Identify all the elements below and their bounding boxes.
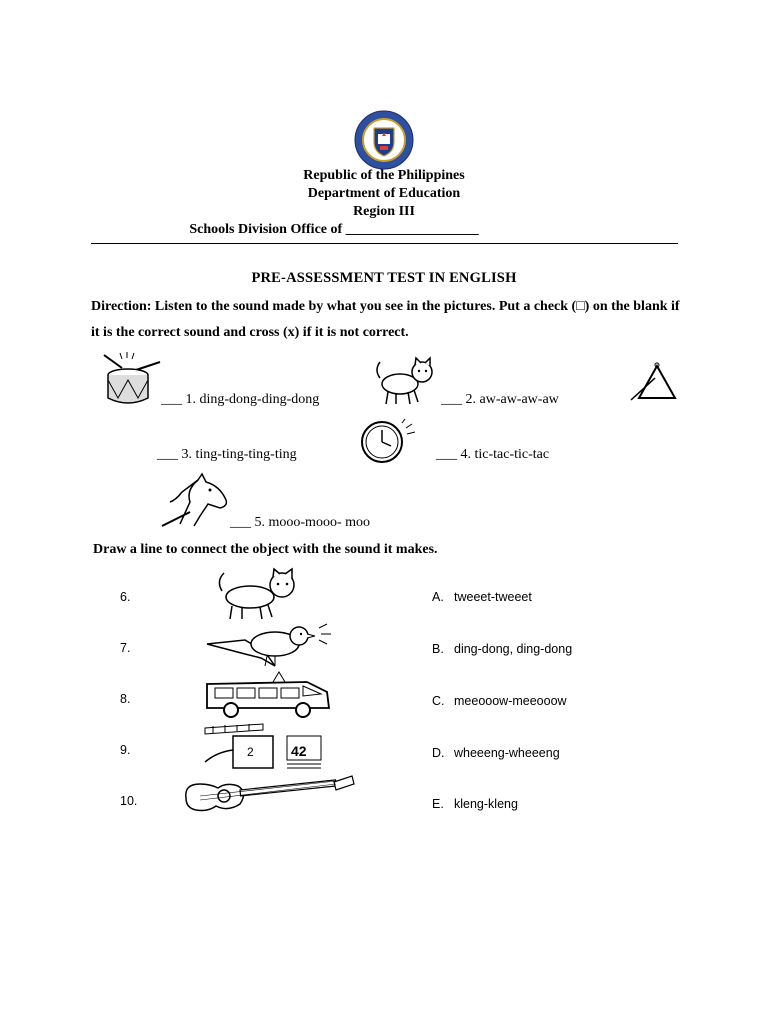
jeepney-icon xyxy=(203,670,333,720)
item-1-text: ___ 1. ding-dong-ding-dong xyxy=(161,392,320,407)
cat-icon xyxy=(214,567,306,623)
match-number-10: 10. xyxy=(120,794,138,808)
choice-a-letter: A. xyxy=(432,590,444,604)
item-4-text: ___ 4. tic-tac-tic-tac xyxy=(436,447,550,462)
deped-seal-logo xyxy=(354,110,414,170)
header-department: Department of Education xyxy=(307,186,461,201)
choice-c-text: meeooow-meeooow xyxy=(454,694,567,708)
match-number-6: 6. xyxy=(120,590,131,604)
choice-c xyxy=(432,694,567,708)
choice-d-text: wheeeng-wheeeng xyxy=(454,746,560,760)
header-region: Region III xyxy=(353,204,415,219)
bird-icon xyxy=(205,622,335,668)
choice-b-letter: B. xyxy=(432,642,444,656)
header-division-office: Schools Division Office of ___________________ xyxy=(189,222,479,237)
item-2-text: ___ 2. aw-aw-aw-aw xyxy=(441,392,559,407)
svg-text:2: 2 xyxy=(247,745,254,759)
choice-d xyxy=(432,746,560,760)
cat-icon xyxy=(372,356,440,408)
match-number-7: 7. xyxy=(120,641,131,655)
choice-a-text: tweeet-tweeet xyxy=(454,590,532,604)
choice-e-text: kleng-kleng xyxy=(454,797,518,811)
choice-d-letter: D. xyxy=(432,746,445,760)
header-divider xyxy=(91,243,678,244)
drum-icon xyxy=(92,350,162,410)
horse-icon xyxy=(160,472,232,528)
triangle-icon xyxy=(627,362,679,404)
match-number-9: 9. xyxy=(120,743,131,757)
choice-e xyxy=(432,797,518,811)
choice-a xyxy=(432,590,532,604)
clock-icon xyxy=(352,418,422,464)
svg-text:42: 42 xyxy=(291,743,307,759)
header-republic: Republic of the Philippines xyxy=(303,168,465,183)
direction-matching: Draw a line to connect the object with the sound it makes. xyxy=(93,542,438,557)
choice-b-text: ding-dong, ding-dong xyxy=(454,642,573,656)
door-icon xyxy=(203,722,323,770)
guitar-icon xyxy=(180,770,356,816)
match-number-8: 8. xyxy=(120,692,131,706)
item-5-text: ___ 5. mooo-mooo- moo xyxy=(230,515,370,530)
choice-c-letter: C. xyxy=(432,694,445,708)
test-title: PRE-ASSESSMENT TEST IN ENGLISH xyxy=(251,270,517,286)
choice-e-letter: E. xyxy=(432,797,444,811)
direction-check-cross: Direction: Listen to the sound made by what you see in the pictures. Put a check (□) on the blank if it is the correct sound and cross (x) if it is not correct. xyxy=(91,299,680,340)
choice-b xyxy=(432,642,572,656)
item-3-text: ___ 3. ting-ting-ting-ting xyxy=(157,447,297,462)
